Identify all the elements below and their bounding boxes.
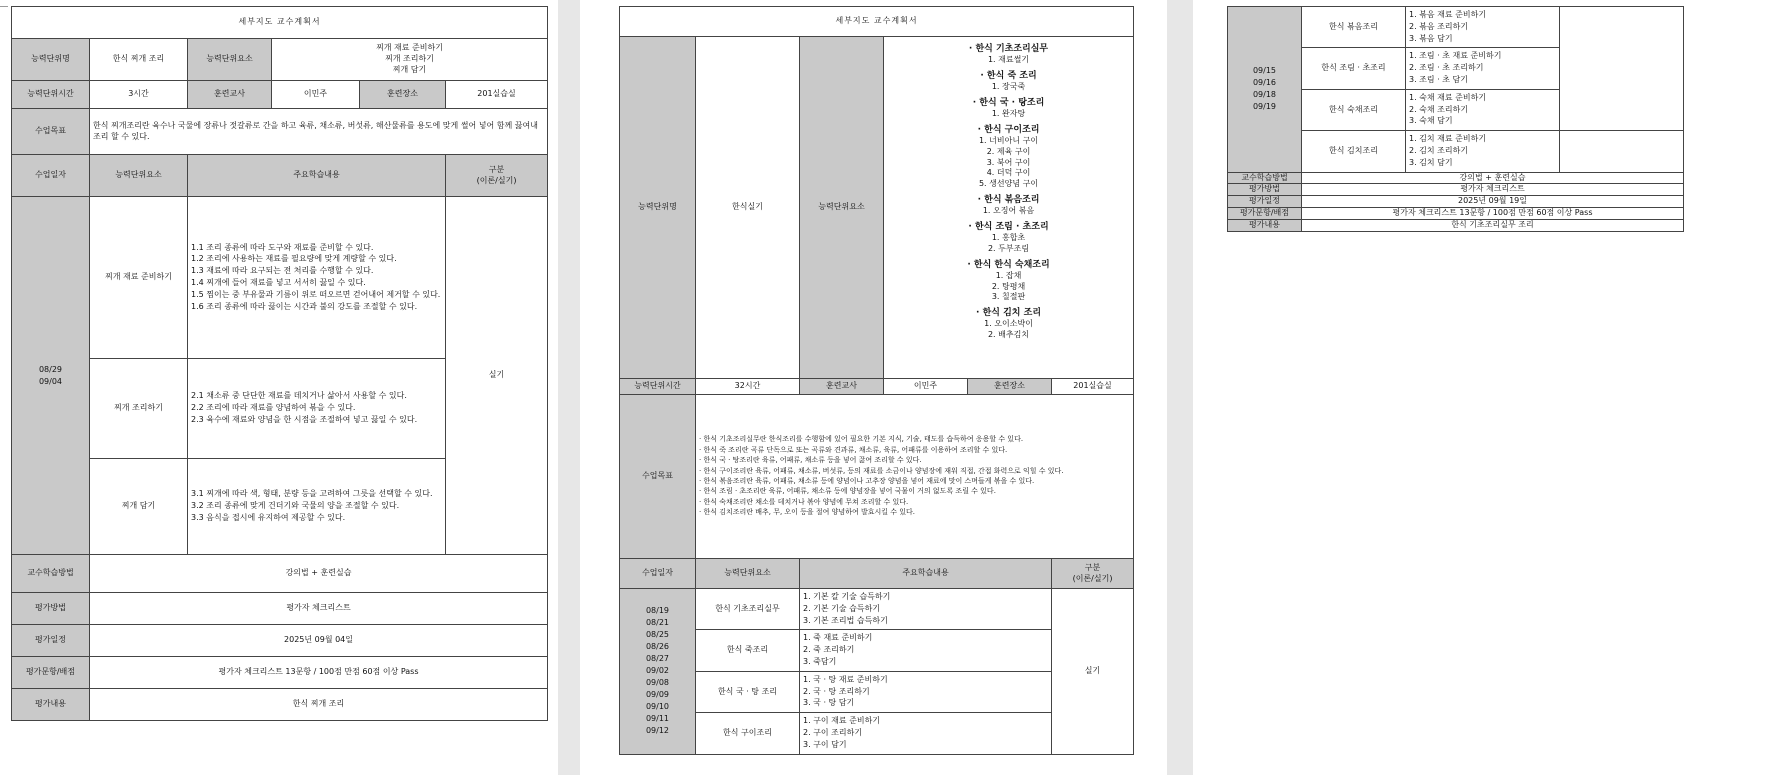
row-content bbox=[1406, 48, 1560, 89]
row-element: 한식 볶음조리 bbox=[1302, 7, 1406, 48]
section-item: 1. 재료썰기 bbox=[987, 55, 1030, 65]
hours-value: 3시간 bbox=[90, 81, 188, 109]
row-element: 한식 숙채조리 bbox=[1302, 89, 1406, 130]
col-content-header: 주요학습내용 bbox=[188, 155, 446, 197]
col-date-header: 수업일자 bbox=[620, 559, 696, 589]
content-item: 2. 죽 조리하기 bbox=[803, 645, 855, 655]
footer-label: 평가문항/배점 bbox=[1228, 207, 1302, 219]
goal-item: · 한식 숙채조리란 채소를 데치거나 볶아 양념에 무쳐 조리할 수 있다. bbox=[699, 497, 909, 506]
footer-value: 평가자 체크리스트 bbox=[90, 593, 548, 625]
hours-value: 32시간 bbox=[696, 379, 800, 395]
date-item: 09/16 bbox=[1252, 78, 1277, 88]
footer-label: 평가내용 bbox=[12, 689, 90, 721]
content-item: 1.2 조리에 사용하는 재료를 필요량에 맞게 계량할 수 있다. bbox=[191, 254, 397, 264]
footer-label: 평가방법 bbox=[1228, 184, 1302, 196]
teacher-label: 훈련교사 bbox=[800, 379, 884, 395]
footer-label: 평가일정 bbox=[1228, 196, 1302, 208]
section-item: 1. 오징어 볶음 bbox=[982, 206, 1035, 216]
section-item: 1. 완자탕 bbox=[991, 109, 1026, 119]
element-label: 능력단위요소 bbox=[188, 39, 272, 81]
col-content-header: 주요학습내용 bbox=[800, 559, 1052, 589]
page-1 bbox=[0, 0, 558, 775]
content-item: 1.1 조리 종류에 따라 도구와 재료를 준비할 수 있다. bbox=[191, 242, 374, 252]
date-item: 09/19 bbox=[1252, 102, 1277, 112]
goal-label: 수업목표 bbox=[620, 395, 696, 559]
section-item: 3. 칠절판 bbox=[991, 292, 1026, 302]
row-content bbox=[800, 713, 1052, 754]
content-item: 1.4 찌개에 들어 재료를 넣고 서서히 끓일 수 있다. bbox=[191, 278, 366, 287]
row-element: 한식 국 · 탕 조리 bbox=[696, 671, 800, 712]
page-title: 세부지도 교수계획서 bbox=[620, 7, 1134, 37]
section-item: 1. 장국죽 bbox=[991, 82, 1026, 92]
section-item: 4. 더덕 구이 bbox=[986, 168, 1031, 178]
content-item: 2. 숙채 조리하기 bbox=[1409, 104, 1469, 114]
unit-name: 한식실기 bbox=[696, 37, 800, 379]
col-type-header: 구분 (이론/실기) bbox=[446, 155, 548, 197]
teacher-label: 훈련교사 bbox=[188, 81, 272, 109]
goal-text bbox=[696, 395, 1134, 559]
row-content bbox=[188, 359, 446, 459]
section-title: · 한식 기초조리실무 bbox=[968, 44, 1049, 54]
footer-value: 2025년 09월 19일 bbox=[1302, 196, 1684, 208]
row-content bbox=[800, 589, 1052, 630]
type-cell: 실기 bbox=[1052, 589, 1134, 755]
footer-value: 평가자 체크리스트 13문항 / 100점 만점 60점 이상 Pass bbox=[90, 657, 548, 689]
hours-label: 능력단위시간 bbox=[620, 379, 696, 395]
element-item: 찌개 담기 bbox=[392, 64, 427, 74]
date-item: 09/12 bbox=[645, 726, 670, 736]
row-element: 찌개 담기 bbox=[90, 459, 188, 555]
row-content bbox=[1406, 89, 1560, 130]
section-title: · 한식 조림 · 초조리 bbox=[968, 221, 1049, 232]
footer-value: 평가자 체크리스트 bbox=[1302, 184, 1684, 196]
row-content bbox=[1406, 7, 1560, 48]
unit-name-label: 능력단위명 bbox=[620, 37, 696, 379]
date-item: 09/11 bbox=[645, 714, 670, 724]
teacher-value: 이민주 bbox=[272, 81, 360, 109]
hours-label: 능력단위시간 bbox=[12, 81, 90, 109]
footer-label: 교수학습방법 bbox=[1228, 172, 1302, 184]
place-label: 훈련장소 bbox=[360, 81, 446, 109]
element-label: 능력단위요소 bbox=[800, 37, 884, 379]
place-label: 훈련장소 bbox=[968, 379, 1052, 395]
footer-label: 평가문항/배점 bbox=[12, 657, 90, 689]
content-item: 1.3 재료에 따라 요구되는 전 처리를 수행할 수 있다. bbox=[191, 266, 374, 276]
content-item: 2. 국 · 탕 조리하기 bbox=[803, 686, 870, 696]
goal-item: · 한식 국 · 탕조리란 육류, 어패류, 채소류 등을 넣어 끓여 조리할 수 있다. bbox=[699, 456, 922, 465]
row-element: 찌개 조리하기 bbox=[90, 359, 188, 459]
section-item: 2. 탕평채 bbox=[991, 281, 1026, 291]
content-item: 1.6 조리 종류에 따라 끓이는 시간과 불의 강도를 조절할 수 있다. bbox=[191, 301, 418, 311]
unit-name-label: 능력단위명 bbox=[12, 39, 90, 81]
date-item: 09/04 bbox=[38, 376, 63, 386]
footer-value: 2025년 09월 04일 bbox=[90, 625, 548, 657]
section-title: · 한식 죽 조리 bbox=[980, 70, 1037, 81]
content-item: 3. 숙채 담기 bbox=[1409, 116, 1453, 126]
element-sections bbox=[884, 37, 1134, 379]
content-item: 1. 볶음 재료 준비하기 bbox=[1409, 10, 1487, 19]
type-cell: 실기 bbox=[446, 197, 548, 555]
content-item: 1. 조림 · 초 재료 준비하기 bbox=[1409, 51, 1502, 61]
page-title: 세부지도 교수계획서 bbox=[12, 7, 548, 39]
date-item: 08/27 bbox=[645, 654, 670, 664]
type-cell-empty bbox=[1560, 131, 1684, 172]
col-date-header: 수업일자 bbox=[12, 155, 90, 197]
date-cell bbox=[12, 197, 90, 555]
element-item: 찌개 재료 준비하기 bbox=[376, 43, 443, 53]
date-item: 09/10 bbox=[645, 702, 670, 712]
section-item: 5. 생선양념 구이 bbox=[978, 179, 1039, 189]
section-item: 1. 너비아니 구이 bbox=[978, 135, 1039, 145]
date-item: 08/25 bbox=[645, 630, 670, 640]
type-cell-empty bbox=[1560, 7, 1684, 131]
content-item: 1. 국 · 탕 재료 준비하기 bbox=[803, 674, 888, 684]
date-item: 09/02 bbox=[645, 666, 670, 676]
section-item: 1. 오이소박이 bbox=[984, 319, 1033, 329]
content-item: 2. 기본 기술 습득하기 bbox=[803, 603, 881, 613]
footer-value: 평가자 체크리스트 13문항 / 100점 만점 60점 이상 Pass bbox=[1302, 207, 1684, 219]
footer-label: 평가내용 bbox=[1228, 219, 1302, 231]
content-item: 3.2 조리 종류에 맞게 건더기와 국물의 양을 조절할 수 있다. bbox=[191, 501, 400, 511]
goal-item: · 한식 조림 · 초조리란 육류, 어패류, 채소류 등에 양념장을 넣어 국물이 거의 없도록 조릴 수 있다. bbox=[699, 487, 996, 496]
section-title: · 한식 한식 숙채조리 bbox=[967, 259, 1050, 270]
footer-value: 강의법 + 훈련실습 bbox=[90, 555, 548, 593]
content-item: 3. 국 · 탕 담기 bbox=[803, 698, 855, 708]
plan-table-3 bbox=[1227, 6, 1684, 232]
date-item: 08/19 bbox=[645, 606, 670, 616]
row-content bbox=[800, 630, 1052, 671]
section-item: 2. 제육 구이 bbox=[986, 146, 1031, 156]
row-element: 한식 구이조리 bbox=[696, 713, 800, 754]
col-element-header: 능력단위요소 bbox=[90, 155, 188, 197]
row-element: 한식 기초조리실무 bbox=[696, 589, 800, 630]
content-item: 1. 구이 재료 준비하기 bbox=[803, 716, 881, 726]
goal-item: · 한식 죽 조리란 곡류 단독으로 또는 곡류와 견과류, 채소류, 육류, 어패류를 이용하여 조리할 수 있다. bbox=[699, 445, 1008, 454]
col-type-header: 구분 (이론/실기) bbox=[1052, 559, 1134, 589]
content-item: 2.3 육수에 재료와 양념을 한 시점을 조절하여 넣고 끓일 수 있다. bbox=[191, 414, 418, 424]
content-item: 1. 김치 재료 준비하기 bbox=[1409, 134, 1487, 144]
content-item: 3. 구이 담기 bbox=[803, 739, 847, 749]
content-item: 1.5 찜이는 중 부유물과 기름이 위로 떠오르면 걷어내어 제거할 수 있다. bbox=[191, 289, 441, 299]
row-content bbox=[188, 459, 446, 555]
content-item: 1. 숙채 재료 준비하기 bbox=[1409, 92, 1487, 102]
date-item: 09/18 bbox=[1252, 90, 1277, 100]
row-element: 찌개 재료 준비하기 bbox=[90, 197, 188, 359]
section-title: · 한식 국 · 탕조리 bbox=[972, 97, 1045, 108]
goal-item: · 한식 김치조리란 배추, 무, 오이 등을 절여 양념하여 발효시킬 수 있다. bbox=[699, 508, 915, 517]
footer-value: 강의법 + 훈련실습 bbox=[1302, 172, 1684, 184]
section-title: · 한식 볶음조리 bbox=[977, 194, 1040, 205]
date-cell bbox=[1228, 7, 1302, 173]
content-item: 3.3 음식을 접시에 유지하여 제공할 수 있다. bbox=[191, 512, 346, 522]
plan-table-2 bbox=[619, 6, 1134, 755]
page-2 bbox=[580, 0, 1167, 775]
section-item: 2. 배추김치 bbox=[987, 330, 1030, 340]
content-item: 2.2 조리에 따라 재료를 양념하여 볶을 수 있다. bbox=[191, 403, 356, 413]
goal-label: 수업목표 bbox=[12, 109, 90, 155]
content-item: 1. 기본 칼 기술 습득하기 bbox=[803, 592, 891, 601]
teacher-value: 이민주 bbox=[884, 379, 968, 395]
footer-value: 한식 기초조리실무 조리 bbox=[1302, 219, 1684, 231]
content-item: 3. 기본 조리법 습득하기 bbox=[803, 615, 888, 625]
content-item: 2. 김치 조리하기 bbox=[1409, 145, 1469, 155]
date-item: 08/21 bbox=[645, 618, 670, 628]
content-item: 2.1 채소류 중 단단한 재료를 데치거나 삶아서 사용할 수 있다. bbox=[191, 391, 407, 401]
content-item: 2. 조림 · 초 조리하기 bbox=[1409, 63, 1484, 73]
goal-item: · 한식 기초조리실무란 한식조리를 수행함에 있어 필요한 기본 지식, 기술, 태도를 습득하여 응용할 수 있다. bbox=[699, 435, 1024, 444]
place-value: 201실습실 bbox=[446, 81, 548, 109]
section-title: · 한식 김치 조리 bbox=[976, 308, 1042, 319]
section-item: 1. 잡채 bbox=[995, 270, 1022, 280]
col-element-header: 능력단위요소 bbox=[696, 559, 800, 589]
date-item: 08/29 bbox=[38, 364, 63, 374]
content-item: 3. 김치 담기 bbox=[1409, 157, 1453, 167]
element-item: 찌개 조리하기 bbox=[385, 54, 434, 64]
content-item: 3. 죽담기 bbox=[803, 656, 837, 666]
unit-name: 한식 찌개 조리 bbox=[90, 39, 188, 81]
goal-text: 한식 찌개조리란 육수나 국물에 장류나 젓갈류로 간을 하고 육류, 채소류, 버섯류, 해산물류를 용도에 맞게 썰어 넣어 함께 끓여내 조리 할 수 있다. bbox=[90, 109, 548, 155]
date-item: 09/09 bbox=[645, 690, 670, 700]
content-item: 3.1 찌개에 따라 색, 형태, 분량 등을 고려하여 그릇을 선택할 수 있다. bbox=[191, 489, 433, 499]
content-item: 2. 구이 조리하기 bbox=[803, 727, 863, 737]
content-item: 3. 조림 · 초 담기 bbox=[1409, 74, 1468, 84]
element-list bbox=[272, 39, 548, 81]
date-cell bbox=[620, 589, 696, 755]
section-item: 1. 홍합초 bbox=[991, 233, 1026, 243]
content-item: 1. 죽 재료 준비하기 bbox=[803, 633, 873, 643]
goal-item: · 한식 구이조리란 육류, 어패류, 채소류, 버섯류, 등의 재료를 소금이나 양념장에 재워 직접, 간접 화력으로 익힐 수 있다. bbox=[699, 466, 1064, 475]
footer-label: 평가방법 bbox=[12, 593, 90, 625]
row-content bbox=[800, 671, 1052, 712]
row-content bbox=[188, 197, 446, 359]
content-item: 2. 볶음 조리하기 bbox=[1409, 21, 1469, 31]
date-item: 09/08 bbox=[645, 678, 670, 688]
row-element: 한식 조림 · 초조리 bbox=[1302, 48, 1406, 89]
place-value: 201실습실 bbox=[1052, 379, 1134, 395]
footer-label: 교수학습방법 bbox=[12, 555, 90, 593]
section-item: 3. 북어 구이 bbox=[986, 157, 1031, 167]
goal-item: · 한식 볶음조리란 육류, 어패류, 채소류 등에 양념이나 고추장 양념을 넣어 재료에 맛이 스며들게 볶을 수 있다. bbox=[699, 477, 1035, 485]
plan-table-1 bbox=[11, 6, 548, 721]
footer-label: 평가일정 bbox=[12, 625, 90, 657]
date-item: 09/15 bbox=[1252, 66, 1277, 76]
footer-value: 한식 찌개 조리 bbox=[90, 689, 548, 721]
section-item: 2. 두부조림 bbox=[987, 243, 1030, 253]
section-title: · 한식 구이조리 bbox=[977, 124, 1040, 135]
page-3 bbox=[1193, 0, 1765, 775]
row-content bbox=[1406, 131, 1560, 172]
row-element: 한식 죽조리 bbox=[696, 630, 800, 671]
date-item: 08/26 bbox=[645, 642, 670, 652]
row-element: 한식 김치조리 bbox=[1302, 131, 1406, 172]
content-item: 3. 볶음 담기 bbox=[1409, 33, 1453, 43]
